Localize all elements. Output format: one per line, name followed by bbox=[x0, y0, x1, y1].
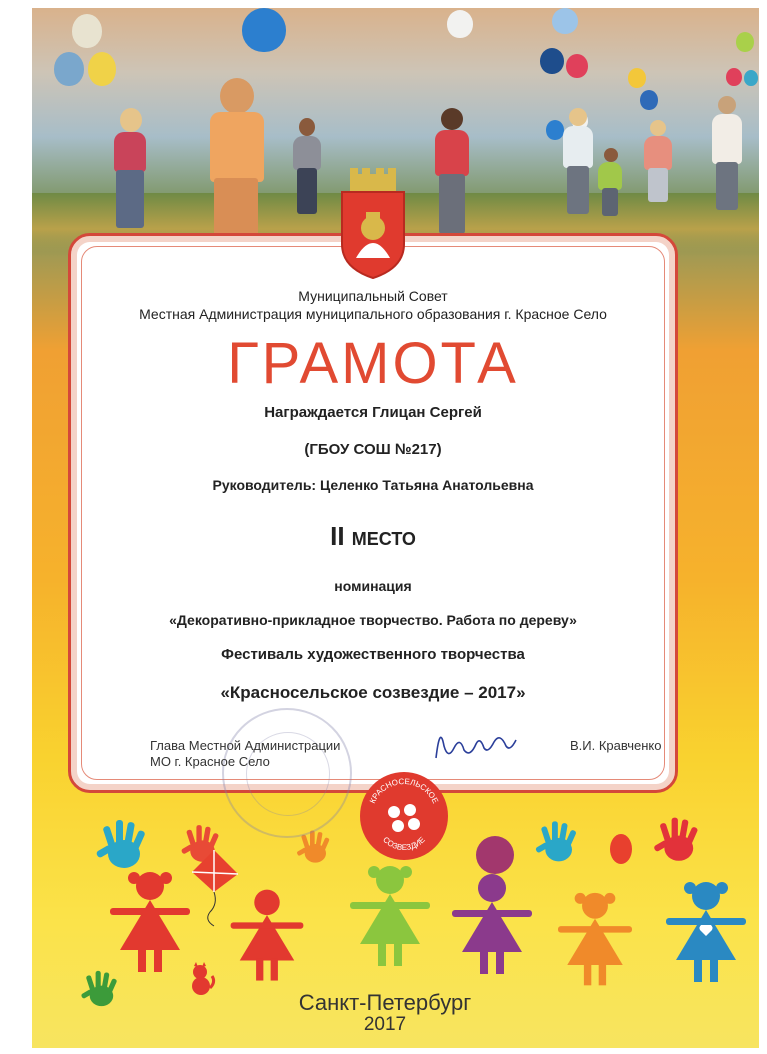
handprint-icon bbox=[92, 816, 152, 876]
ball-icon bbox=[476, 836, 514, 874]
festival-logo bbox=[360, 772, 448, 860]
signatory-position bbox=[150, 738, 340, 770]
svg-text:СОЗВЕЗДИЕ: СОЗВЕЗДИЕ bbox=[381, 835, 427, 853]
festival-label: Фестиваль художественного творчества bbox=[221, 646, 525, 663]
document-title: ГРАМОТА bbox=[227, 331, 519, 396]
nomination-label: номинация bbox=[334, 578, 412, 594]
balloon bbox=[88, 52, 116, 86]
girl-figure bbox=[110, 868, 190, 978]
balloon bbox=[540, 48, 564, 74]
council-name: Муниципальный Совет bbox=[298, 288, 448, 304]
child-figure bbox=[708, 96, 746, 214]
signatory-position-line2: МО г. Красное Село bbox=[150, 754, 270, 769]
balloon bbox=[744, 70, 758, 86]
balloon bbox=[640, 90, 658, 110]
balloon bbox=[628, 68, 646, 88]
school-line: (ГБОУ СОШ №217) bbox=[304, 441, 442, 458]
leader-line: Руководитель: Целенко Татьяна Анатольевна bbox=[212, 477, 534, 493]
signatory-name: В.И. Кравченко bbox=[570, 738, 662, 753]
cat-icon bbox=[186, 962, 216, 996]
awardee-line: Награждается Глицан Сергей bbox=[264, 404, 482, 421]
balloon bbox=[72, 14, 102, 48]
administration-name: Местная Администрация муниципального образования г. Красное Село bbox=[139, 306, 607, 322]
balloon bbox=[736, 32, 754, 52]
balloon-icon bbox=[610, 834, 632, 864]
place-numeral: II bbox=[330, 521, 345, 551]
balloon bbox=[54, 52, 84, 86]
girl-figure bbox=[350, 862, 430, 972]
child-figure bbox=[102, 108, 162, 233]
festival-name: «Красносельское созвездие – 2017» bbox=[220, 683, 526, 702]
footer-year: 2017 bbox=[363, 1014, 407, 1035]
girl-figure bbox=[452, 870, 532, 980]
balloon bbox=[447, 10, 473, 38]
girl-figure bbox=[230, 886, 304, 986]
child-figure bbox=[640, 120, 676, 204]
child-figure bbox=[192, 78, 282, 248]
footer-city: Санкт-Петербург bbox=[298, 990, 472, 1015]
svg-text:КРАСНОСЕЛЬСКОЕ: КРАСНОСЕЛЬСКОЕ bbox=[367, 776, 441, 805]
place-line bbox=[68, 521, 678, 552]
child-figure bbox=[594, 148, 626, 218]
child-figure bbox=[427, 108, 477, 238]
handprint-icon bbox=[650, 814, 704, 868]
balloon bbox=[566, 54, 588, 78]
coat-of-arms-icon bbox=[336, 168, 410, 280]
place-word: МЕСТО bbox=[351, 529, 416, 549]
official-stamp bbox=[222, 708, 352, 838]
girl-figure bbox=[558, 888, 632, 992]
balloon bbox=[726, 68, 742, 86]
girl-figure bbox=[666, 878, 746, 988]
handprint-icon bbox=[532, 818, 582, 868]
child-figure bbox=[287, 118, 327, 218]
balloon bbox=[552, 8, 578, 34]
signatory-position-line1: Глава Местной Администрации bbox=[150, 738, 341, 753]
nomination-name: «Декоративно-прикладное творчество. Работа по дереву» bbox=[169, 612, 577, 628]
balloon bbox=[242, 8, 286, 52]
child-figure bbox=[557, 108, 597, 218]
handwritten-signature bbox=[430, 718, 520, 766]
